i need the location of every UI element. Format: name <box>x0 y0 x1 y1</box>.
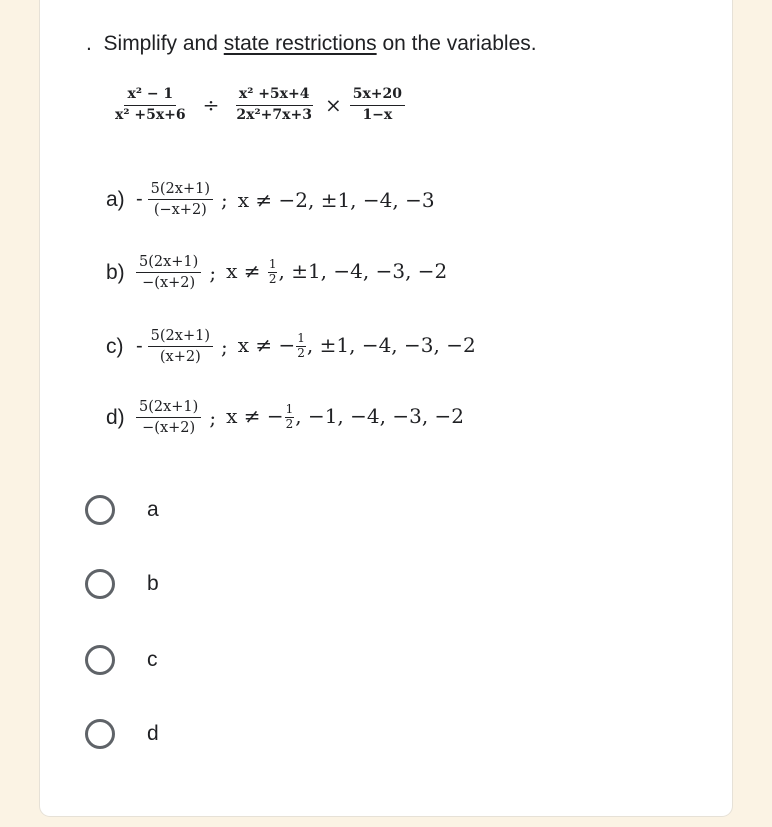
choice-d <box>106 398 464 437</box>
fraction-2-numerator: x² +5x+4 <box>236 86 313 106</box>
choice-a <box>106 180 435 219</box>
choice-denominator: (x+2) <box>159 349 201 366</box>
choice-restrictions <box>238 332 476 361</box>
choice-fraction <box>148 327 213 366</box>
choice-restrictions <box>226 403 464 432</box>
restriction-text-post: , ±1, −4, −3, −2 <box>278 259 448 284</box>
restriction-text: x ≠ −2, ±1, −4, −3 <box>237 187 435 212</box>
option-label-c[interactable]: c <box>147 648 158 671</box>
choice-numerator: 5(2x+1) <box>136 398 201 418</box>
restriction-fraction <box>268 258 278 287</box>
choice-label: d) <box>106 405 125 429</box>
choice-fraction <box>136 253 201 292</box>
restriction-fraction-numerator: 1 <box>285 402 294 417</box>
option-a[interactable] <box>85 495 159 525</box>
radio-button-b[interactable] <box>85 569 115 599</box>
choice-fraction <box>148 180 213 219</box>
option-d[interactable] <box>85 719 159 749</box>
radio-button-c[interactable] <box>85 645 115 675</box>
choice-b <box>106 253 447 292</box>
restriction-text-pre: x ≠ − <box>226 404 284 429</box>
choice-separator: ; <box>221 334 228 359</box>
restriction-fraction-denominator: 2 <box>285 417 294 432</box>
math-expression <box>112 86 405 124</box>
restriction-fraction-denominator: 2 <box>268 272 277 287</box>
restriction-fraction <box>285 403 295 432</box>
option-c[interactable] <box>85 645 158 675</box>
choice-separator: ; <box>221 187 228 212</box>
choice-denominator: −(x+2) <box>142 420 196 437</box>
restriction-fraction-numerator: 1 <box>297 331 305 346</box>
radio-button-a[interactable] <box>85 495 115 525</box>
restriction-fraction-denominator: 2 <box>297 346 305 361</box>
question-text-part2: on the variables. <box>382 32 537 55</box>
choice-numerator: 5(2x+1) <box>148 180 213 200</box>
divide-operator: ÷ <box>202 93 220 117</box>
fraction-1-numerator: x² − 1 <box>124 86 176 106</box>
choice-c <box>106 327 476 366</box>
restriction-fraction <box>296 332 306 361</box>
fraction-3-numerator: 5x+20 <box>350 86 405 106</box>
option-label-d[interactable]: d <box>147 722 159 745</box>
fraction-1 <box>112 86 189 124</box>
fraction-2-denominator: 2x²+7x+3 <box>236 106 312 123</box>
choice-label: b) <box>106 260 125 284</box>
fraction-1-denominator: x² +5x+6 <box>115 106 186 123</box>
choice-negative-sign: - <box>136 335 143 358</box>
restriction-fraction-numerator: 1 <box>268 257 277 272</box>
question-text-underlined: state restrictions <box>223 32 377 55</box>
restriction-text-post: , ±1, −4, −3, −2 <box>306 333 476 358</box>
question-prefix: . <box>86 32 92 55</box>
choice-fraction <box>136 398 201 437</box>
radio-button-d[interactable] <box>85 719 115 749</box>
option-label-a[interactable]: a <box>147 498 159 521</box>
restriction-text-post: , −1, −4, −3, −2 <box>295 404 465 429</box>
choice-restrictions <box>238 188 435 212</box>
choice-numerator: 5(2x+1) <box>136 253 201 273</box>
question-text-part1: Simplify and <box>103 32 218 55</box>
choice-separator: ; <box>209 260 217 285</box>
fraction-3-denominator: 1−x <box>362 106 393 123</box>
fraction-2 <box>233 86 315 124</box>
fraction-3 <box>350 86 405 124</box>
choice-separator: ; <box>209 405 217 430</box>
choice-denominator: −(x+2) <box>142 275 196 292</box>
choice-label: c) <box>106 334 124 358</box>
question-title <box>86 32 537 56</box>
multiply-operator: × <box>324 93 342 117</box>
choice-label: a) <box>106 187 125 211</box>
choice-negative-sign: - <box>136 188 143 211</box>
option-label-b[interactable]: b <box>147 572 159 595</box>
option-b[interactable] <box>85 569 159 599</box>
restriction-text-pre: x ≠ − <box>237 333 296 358</box>
choice-restrictions <box>226 258 447 287</box>
choice-denominator: (−x+2) <box>153 202 207 219</box>
choice-numerator: 5(2x+1) <box>148 327 213 347</box>
restriction-text-pre: x ≠ <box>226 259 267 284</box>
